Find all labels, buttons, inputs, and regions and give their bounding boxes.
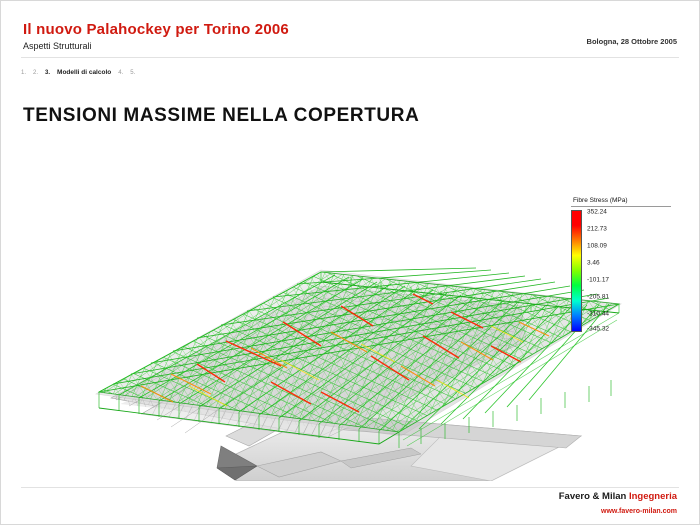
nav-item-1-number[interactable]: 1. bbox=[21, 70, 27, 76]
nav-item-3-label[interactable]: Modelli di calcolo bbox=[57, 69, 112, 76]
legend-label-3: 3.46 bbox=[587, 259, 600, 267]
nav-item-2-number[interactable]: 2. bbox=[33, 70, 39, 76]
legend-body bbox=[571, 210, 671, 332]
footer-company-main: Favero & Milan bbox=[558, 491, 627, 502]
footer-divider bbox=[21, 487, 679, 488]
nav-item-4-number[interactable]: 4. bbox=[118, 70, 124, 76]
presentation-subtitle: Aspetti Strutturali bbox=[23, 41, 92, 51]
nav-item-5-number[interactable]: 5. bbox=[130, 70, 136, 76]
legend-labels bbox=[587, 210, 657, 332]
footer-company-accent: Ingegneria bbox=[628, 491, 677, 502]
header-divider bbox=[21, 57, 679, 58]
legend-color-bar bbox=[571, 210, 582, 332]
nav-item-3-number[interactable]: 3. bbox=[45, 70, 51, 76]
footer-company bbox=[559, 491, 677, 502]
section-nav bbox=[21, 69, 135, 76]
footer-url[interactable]: www.favero-milan.com bbox=[601, 508, 677, 515]
legend-title-divider bbox=[571, 206, 671, 207]
legend-label-5: -205.81 bbox=[587, 293, 610, 301]
legend-label-7: -345.32 bbox=[587, 325, 610, 333]
legend-label-6: -310.44 bbox=[587, 310, 610, 318]
presentation-title: Il nuovo Palahockey per Torino 2006 bbox=[23, 21, 289, 38]
legend-label-0: 352.24 bbox=[587, 208, 607, 216]
legend-label-1: 212.73 bbox=[587, 225, 607, 233]
slide-title: TENSIONI MASSIME NELLA COPERTURA bbox=[23, 105, 420, 126]
legend-title: Fibre Stress (MPa) bbox=[573, 197, 628, 204]
presentation-date: Bologna, 28 Ottobre 2005 bbox=[586, 37, 677, 46]
legend-label-4: -101.17 bbox=[587, 276, 610, 284]
stress-legend bbox=[571, 197, 671, 332]
legend-label-2: 108.09 bbox=[587, 242, 607, 250]
